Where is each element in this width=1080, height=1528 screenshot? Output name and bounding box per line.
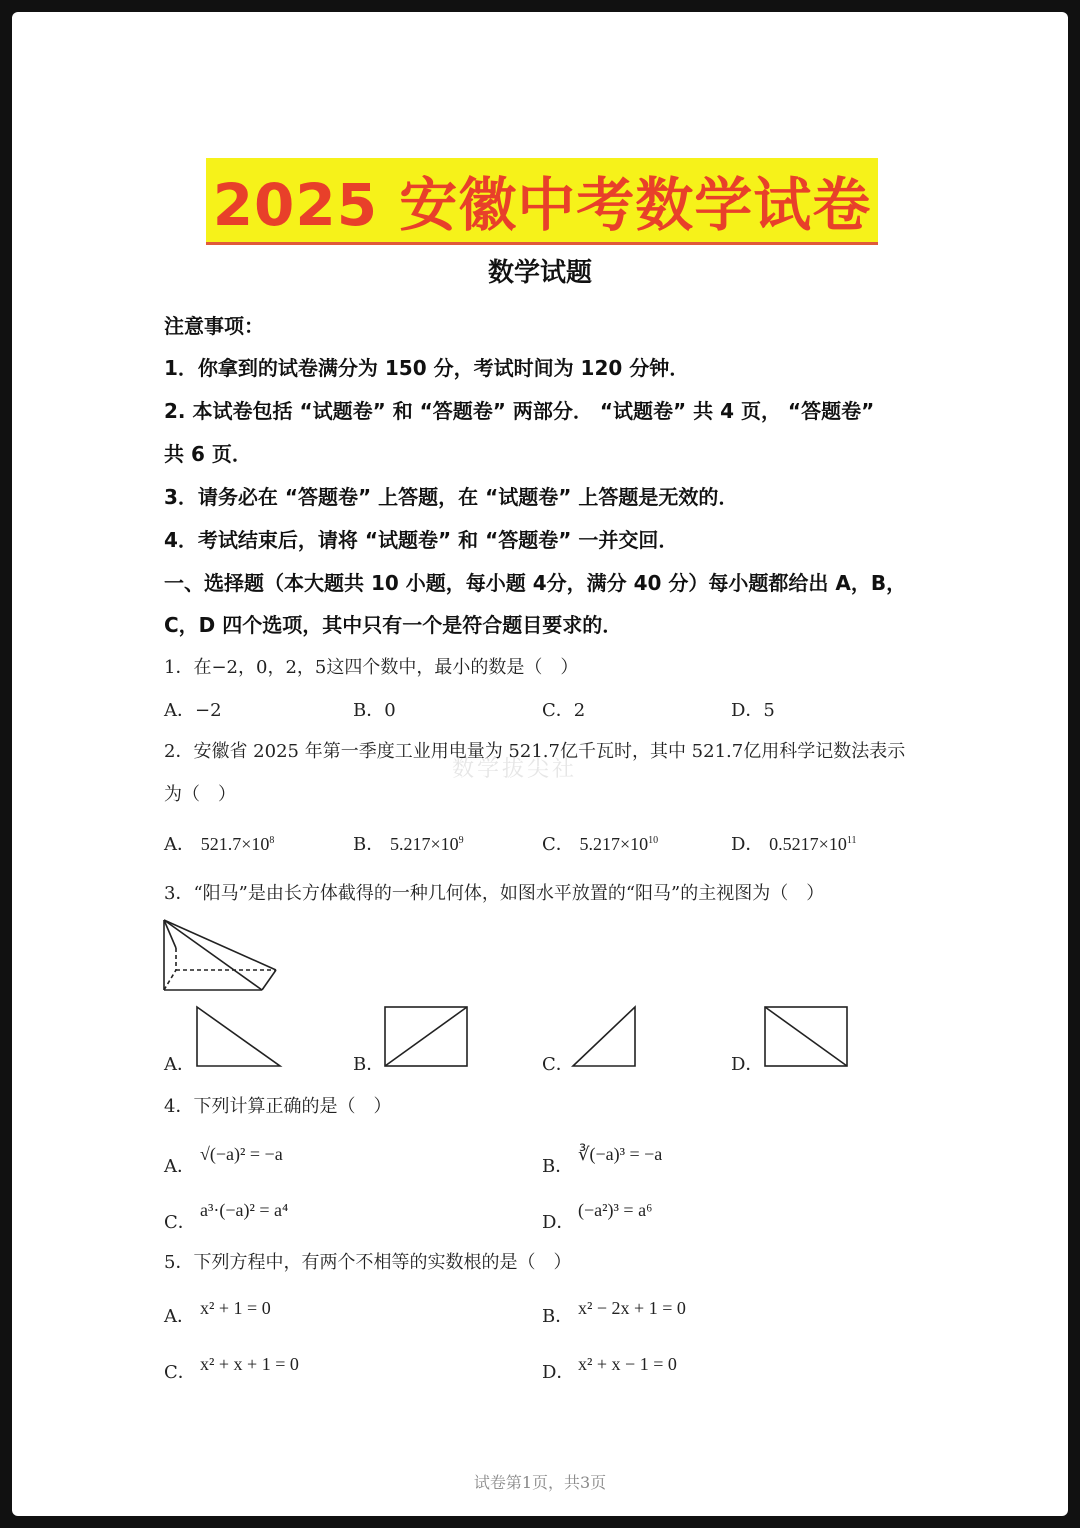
q2-option-a-label: A． bbox=[164, 834, 195, 855]
title-banner bbox=[206, 158, 878, 245]
section1-heading: 一、选择题（本大题共 10 小题，每小题 4分，满分 40 分）每小题都给出 A，B， bbox=[164, 571, 907, 595]
question-2-stem-cont: 为（ ） bbox=[164, 784, 236, 805]
q4-option-c-label: C． bbox=[164, 1212, 196, 1233]
watermark: 数学拔尖社 bbox=[452, 757, 578, 782]
q5-option-d-label: D． bbox=[542, 1362, 575, 1383]
q5-option-a-expr: x² + 1 = 0 bbox=[200, 1298, 271, 1318]
q5-option-a-label: A． bbox=[164, 1306, 195, 1327]
q4-option-d-expr: (−a²)³ = a⁶ bbox=[578, 1200, 653, 1220]
question-4-stem: 4．下列计算正确的是（ ） bbox=[164, 1096, 392, 1117]
q5-option-c-expr: x² + x + 1 = 0 bbox=[200, 1354, 299, 1374]
q4-option-a-expr: √(−a)² = −a bbox=[200, 1144, 283, 1164]
notice-item-3: 3．请务必在 “答题卷” 上答题，在 “试题卷” 上答题是无效的． bbox=[164, 485, 739, 509]
q2-option-d bbox=[731, 830, 856, 856]
question-1-stem: 1．在−2，0，2，5这四个数中，最小的数是（ ） bbox=[164, 657, 579, 678]
q2-option-a-exp: 8 bbox=[269, 835, 275, 846]
q5-option-b-expr: x² − 2x + 1 = 0 bbox=[578, 1298, 686, 1318]
q5-option-d-expr: x² + x − 1 = 0 bbox=[578, 1354, 677, 1374]
q2-option-c-exp: 10 bbox=[648, 835, 659, 846]
q2-option-a bbox=[164, 830, 274, 856]
q1-option-b: B．0 bbox=[353, 700, 396, 721]
exam-page bbox=[12, 12, 1068, 1516]
notice-item-2-cont: 共 6 页． bbox=[164, 442, 252, 466]
q3-option-d-figure bbox=[764, 1006, 850, 1068]
question-5-stem: 5．下列方程中，有两个不相等的实数根的是（ ） bbox=[164, 1252, 572, 1273]
q2-option-b-label: B． bbox=[353, 834, 385, 855]
q3-option-c-figure bbox=[572, 1006, 638, 1068]
q2-option-b-exp: 9 bbox=[458, 835, 464, 846]
q2-option-d-base: 0.5217×10 bbox=[769, 834, 847, 854]
q4-option-a-label: A． bbox=[164, 1156, 195, 1177]
q2-option-b-base: 5.217×10 bbox=[389, 834, 459, 854]
notice-item-2: 2. 本试卷包括 “试题卷” 和 “答题卷” 两部分． “试题卷” 共 4 页， “答题卷” bbox=[164, 399, 875, 423]
banner-title: 2025 安徽中考数学试卷 bbox=[212, 171, 872, 239]
q1-option-a: A．−2 bbox=[164, 700, 222, 721]
question-2-stem: 2．安徽省 2025 年第一季度工业用电量为 521.7亿千瓦时，其中 521.7亿用科学记数法表示 bbox=[164, 741, 906, 762]
question-3-stem: 3．“阳马”是由长方体截得的一种几何体，如图水平放置的“阳马”的主视图为（ ） bbox=[164, 883, 825, 904]
q1-option-d: D．5 bbox=[731, 700, 775, 721]
q4-option-d-label: D． bbox=[542, 1212, 575, 1233]
q4-option-b-label: B． bbox=[542, 1156, 574, 1177]
q2-option-d-label: D． bbox=[731, 834, 764, 855]
q3-option-d-label: D． bbox=[731, 1054, 764, 1075]
q2-option-a-base: 521.7×10 bbox=[200, 834, 270, 854]
q3-option-c-label: C． bbox=[542, 1054, 574, 1075]
page-footer: 试卷第1页，共3页 bbox=[473, 1473, 607, 1492]
q3-option-a-figure bbox=[196, 1006, 282, 1068]
q2-option-c-label: C． bbox=[542, 834, 574, 855]
q5-option-b-label: B． bbox=[542, 1306, 574, 1327]
notice-item-1: 1．你拿到的试卷满分为 150 分，考试时间为 120 分钟． bbox=[164, 356, 690, 380]
q3-option-b-label: B． bbox=[353, 1054, 385, 1075]
q2-option-c bbox=[542, 830, 658, 856]
q4-option-b-expr: ∛(−a)³ = −a bbox=[578, 1144, 663, 1164]
q2-option-b bbox=[353, 830, 464, 856]
q1-option-c: C．2 bbox=[542, 700, 586, 721]
notice-heading: 注意事项： bbox=[164, 314, 264, 338]
exam-subtitle: 数学试题 bbox=[487, 258, 592, 288]
q2-option-c-base: 5.217×10 bbox=[579, 834, 649, 854]
q5-option-c-label: C． bbox=[164, 1362, 196, 1383]
yangma-solid-figure bbox=[162, 918, 280, 992]
notice-item-4: 4．考试结束后，请将 “试题卷” 和 “答题卷” 一并交回． bbox=[164, 528, 679, 552]
q3-option-a-label: A． bbox=[164, 1054, 195, 1075]
q3-option-b-figure bbox=[384, 1006, 470, 1068]
q2-option-d-exp: 11 bbox=[846, 835, 857, 846]
q4-option-c-expr: a³·(−a)² = a⁴ bbox=[200, 1200, 289, 1220]
section1-heading-cont: C，D 四个选项，其中只有一个是符合题目要求的． bbox=[164, 613, 623, 637]
